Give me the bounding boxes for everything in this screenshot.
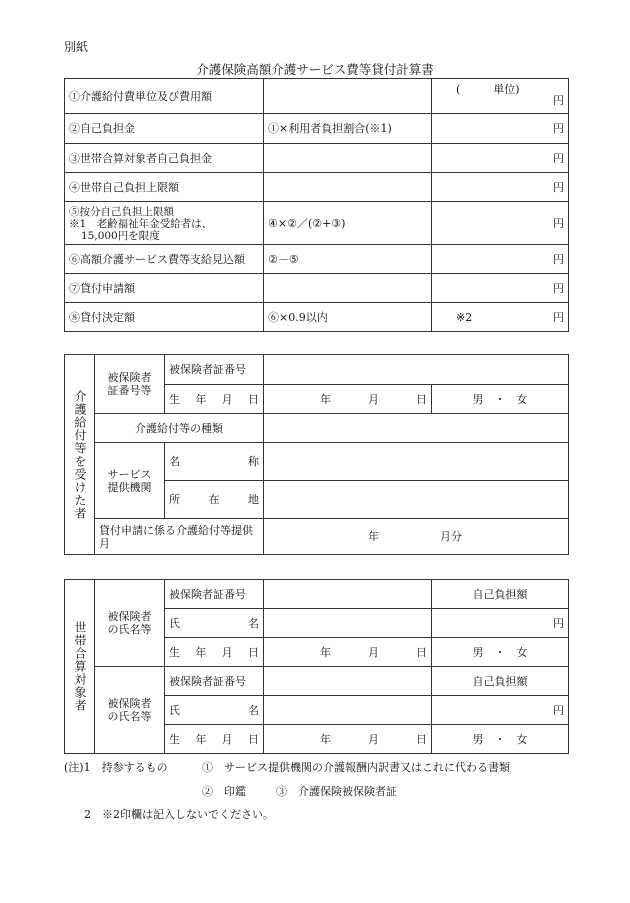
calc-label: ②自己負担金	[65, 114, 264, 144]
provider-name-field[interactable]	[264, 443, 569, 481]
sex-field[interactable]: 男 ・ 女	[432, 385, 569, 414]
recipient-side-label: 介護給付等を受けた者	[65, 355, 95, 555]
birth-char: 年	[195, 645, 207, 659]
self-burden-field[interactable]	[432, 696, 569, 725]
date-day: 日	[416, 645, 427, 659]
birth-char: 生	[169, 392, 180, 406]
name-char: 氏	[169, 703, 180, 717]
calc-value-cell[interactable]	[432, 274, 569, 303]
month-year: 年	[368, 530, 379, 543]
birth-date-label	[165, 385, 264, 414]
provider-addr-char: 地	[248, 493, 259, 506]
calc-label-multiline	[65, 202, 264, 245]
attachment-label: 別紙	[64, 40, 89, 54]
yen-unit: 円	[553, 703, 564, 717]
birth-char: 月	[221, 645, 233, 659]
calc-value-cell[interactable]	[432, 202, 569, 245]
date-year: 年	[320, 392, 331, 406]
calc-sublabel: ※1 老齢福祉年金受給者は、	[69, 217, 213, 230]
yen-unit: 円	[553, 252, 564, 266]
provider-name-char: 称	[248, 455, 259, 468]
calc-formula: ④×②／(②+③)	[264, 202, 432, 245]
birth-char: 生	[169, 645, 180, 659]
birth-char: 日	[247, 732, 259, 746]
self-burden-label: 自己負担額	[432, 667, 569, 696]
note-item-1: ① サービス提供機関の介護報酬内訳書又はこれに代わる書類	[202, 761, 510, 774]
calc-value-cell[interactable]	[432, 79, 569, 114]
provider-address-label	[165, 481, 264, 519]
calc-label: ⑥高額介護サービス費等支給見込額	[65, 245, 264, 274]
yen-unit: 円	[553, 94, 564, 107]
calc-row-2	[65, 114, 569, 144]
calc-formula-cell[interactable]	[264, 79, 432, 114]
service-month-label: 貸付申請に係る介護給付等提供月	[95, 519, 264, 555]
provider-name-label	[165, 443, 264, 481]
yen-unit: 円	[553, 311, 564, 324]
member-birth-field[interactable]	[264, 725, 432, 754]
yen-unit: 円	[553, 151, 564, 165]
calc-label: ⑦貸付申請額	[65, 274, 264, 303]
calc-label: ①介護給付費単位及び費用額	[65, 79, 264, 114]
member-insured-number-label: 被保険者証番号	[165, 580, 264, 609]
calc-value-cell[interactable]	[432, 114, 569, 144]
household-table	[64, 579, 569, 754]
household-side-label: 世帯合算対象者	[65, 580, 95, 754]
service-type-label: 介護給付等の種類	[95, 414, 264, 443]
service-type-field[interactable]	[264, 414, 569, 443]
insured-number-label: 被保険者証番号	[165, 355, 264, 385]
calc-row-3	[65, 144, 569, 173]
insured-group-label: 被保険者証番号等	[95, 355, 165, 414]
service-month-field[interactable]	[264, 519, 569, 555]
calc-value-cell[interactable]	[432, 173, 569, 202]
member-insured-number-field[interactable]	[264, 667, 432, 696]
calc-label: ⑤按分自己負担上限額	[69, 205, 174, 218]
calc-table	[64, 78, 569, 332]
name-char: 氏	[169, 616, 180, 630]
calc-label: ⑧貸付決定額	[65, 303, 264, 332]
calc-formula-cell[interactable]	[264, 274, 432, 303]
birth-char: 日	[247, 392, 259, 406]
calc-label: ③世帯合算対象者自己負担金	[65, 144, 264, 173]
member-birth-label	[165, 638, 264, 667]
provider-address-field[interactable]	[264, 481, 569, 519]
date-year: 年	[320, 645, 331, 659]
yen-unit: 円	[553, 616, 564, 630]
calc-row-8	[65, 303, 569, 332]
calc-row-1	[65, 79, 569, 114]
provider-group-label: サービス提供機関	[95, 443, 165, 519]
provider-addr-char: 所	[169, 493, 180, 506]
office-note-mark: ※2	[456, 311, 473, 324]
birth-char: 月	[221, 392, 233, 406]
yen-unit: 円	[553, 281, 564, 295]
yen-unit: 円	[553, 122, 564, 135]
date-month: 月	[368, 392, 379, 406]
calc-formula-cell[interactable]	[264, 144, 432, 173]
date-year: 年	[320, 732, 331, 746]
birth-date-field[interactable]	[264, 385, 432, 414]
self-burden-field[interactable]	[432, 609, 569, 638]
date-month: 月	[368, 732, 379, 746]
birth-char: 生	[169, 732, 180, 746]
member-name-field[interactable]	[264, 696, 432, 725]
calc-row-7	[65, 274, 569, 303]
calc-row-4	[65, 173, 569, 202]
calc-formula-cell[interactable]	[264, 173, 432, 202]
note-item-3: ③ 介護保険被保険者証	[276, 785, 397, 798]
note-line-2: 2 ※2印欄は記入しないでください。	[84, 808, 274, 821]
member-insured-number-label: 被保険者証番号	[165, 667, 264, 696]
self-burden-label: 自己負担額	[432, 580, 569, 609]
member-group-label: 被保険者の氏名等	[95, 580, 165, 667]
recipient-table	[64, 354, 569, 555]
calc-value-cell[interactable]	[432, 144, 569, 173]
units-label: ( 単位)	[456, 83, 520, 96]
member-insured-number-field[interactable]	[264, 580, 432, 609]
document-title: 介護保険高額介護サービス費等貸付計算書	[196, 62, 434, 77]
provider-addr-char: 在	[208, 493, 220, 506]
member-name-label	[165, 696, 264, 725]
calc-label: ④世帯自己負担上限額	[65, 173, 264, 202]
yen-unit: 円	[553, 180, 564, 194]
member-birth-label	[165, 725, 264, 754]
member-name-label	[165, 609, 264, 638]
calc-row-5	[65, 202, 569, 245]
note-item-2: ② 印鑑	[202, 785, 246, 798]
birth-char: 月	[221, 732, 233, 746]
birth-char: 年	[195, 732, 207, 746]
calc-formula: ①×利用者負担割合(※1)	[264, 114, 432, 144]
month-month: 月分	[440, 530, 462, 543]
member-name-field[interactable]	[264, 609, 432, 638]
name-char: 名	[248, 703, 259, 717]
date-month: 月	[368, 645, 379, 659]
date-day: 日	[416, 732, 427, 746]
yen-unit: 円	[553, 216, 564, 230]
name-char: 名	[248, 616, 259, 630]
date-day: 日	[416, 392, 427, 406]
birth-char: 日	[247, 645, 259, 659]
insured-number-field[interactable]	[264, 355, 569, 385]
calc-sublabel: 15,000円を限度	[81, 229, 160, 242]
birth-char: 年	[195, 392, 207, 406]
calc-formula: ②－⑤	[264, 245, 432, 274]
member-sex-field[interactable]: 男 ・ 女	[432, 638, 569, 667]
calc-formula: ⑥×0.9以内	[264, 303, 432, 332]
member-sex-field[interactable]: 男 ・ 女	[432, 725, 569, 754]
note-head: (注)1 持参するもの	[64, 761, 168, 774]
provider-name-char: 名	[169, 455, 180, 468]
calc-value-cell[interactable]	[432, 303, 569, 332]
member-birth-field[interactable]	[264, 638, 432, 667]
member-group-label: 被保険者の氏名等	[95, 667, 165, 754]
calc-row-6	[65, 245, 569, 274]
calc-value-cell[interactable]	[432, 245, 569, 274]
